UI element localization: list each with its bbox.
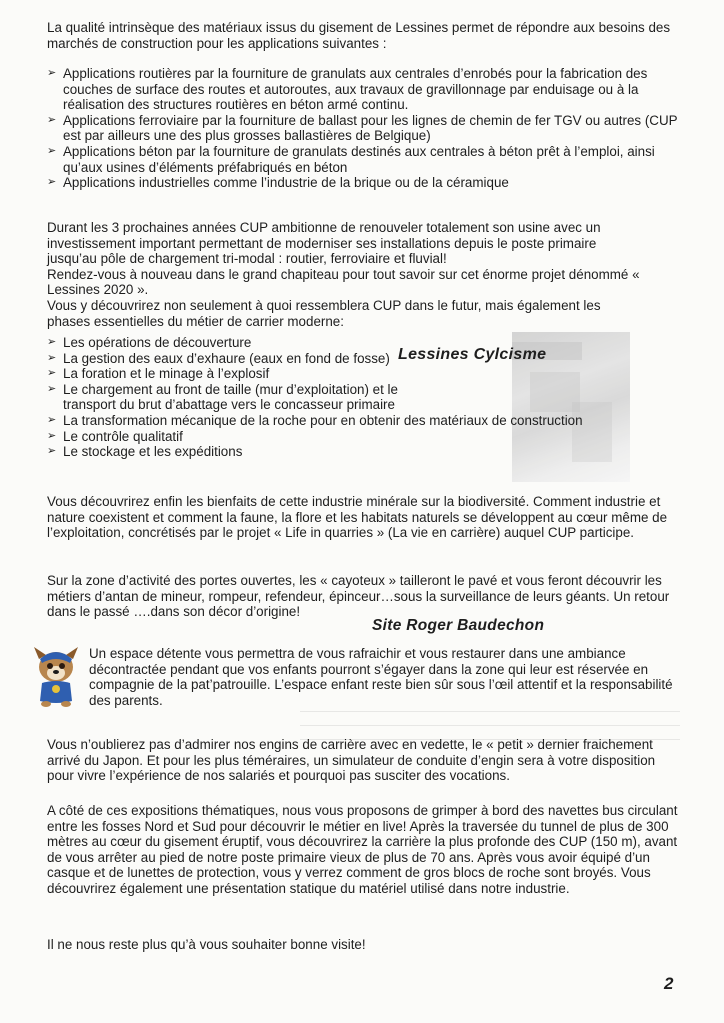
list-item: ➢ La transformation mécanique de la roche pour en obtenir des matériaux de construction	[47, 412, 583, 428]
relax-paragraph: Un espace détente vous permettra de vous rafraichir et vous restaurer dans une ambiance décontractée pendant que vos enfants pourront s’égayer dans la zone qui leur est réservée en compagnie de la pat’patrouille. L’espace enfant reste bien sûr sous l’œil attentif et la responsabilité des parents.	[89, 646, 673, 708]
arrow-bullet-icon: ➢	[47, 67, 57, 79]
arrow-bullet-icon: ➢	[47, 382, 57, 395]
page-number: 2	[664, 974, 674, 993]
overlay-caption-site: Site Roger Baudechon	[372, 617, 545, 634]
arrow-bullet-icon: ➢	[47, 413, 57, 426]
list-item: ➢ Les opérations de découverture	[47, 335, 252, 350]
list-item: ➢ Le chargement au front de taille (mur d’exploitation) et le transport du brut d’abattage vers le concasseur primaire	[47, 381, 398, 413]
arrow-bullet-icon: ➢	[47, 144, 57, 157]
arrow-bullet-icon: ➢	[47, 176, 57, 189]
biodiversity-paragraph: Vous découvrirez enfin les bienfaits de cette industrie minérale sur la biodiversité. Comment industrie et nature coexistent et comment la faune, la flore et les habitats naturels se développent au cœur même de l’exploitation, concrétisés par le projet « Life in quarries » (La vie en carrière) auquel CUP participe.	[47, 494, 668, 541]
list-item: ➢ Applications industrielles comme l’industrie de la brique ou de la céramique	[47, 175, 509, 191]
list-item: ➢ Applications routières par la fourniture de granulats aux centrales d’enrobés pour la fabrication des couches de surface des routes et autoroutes, aux travaux de gravillonnage par enduisage ou à la réalisation des structures routières en béton armé continu.	[47, 66, 648, 113]
list-item: ➢ Le stockage et les expéditions	[47, 444, 243, 460]
arrow-bullet-icon: ➢	[47, 113, 57, 126]
closing-line: Il ne nous reste plus qu’à vous souhaiter bonne visite!	[47, 937, 366, 952]
intro-paragraph: La qualité intrinsèque des matériaux issus du gisement de Lessines permet de répondre aux besoins des marchés de construction pour les applications suivantes :	[47, 20, 671, 51]
overlay-caption-cyclisme: Lessines Cylcisme	[398, 346, 547, 363]
arrow-bullet-icon: ➢	[47, 367, 57, 380]
list-item: ➢ Applications béton par la fourniture de granulats destinés aux centrales à béton prêt à l’emploi, ainsi qu’aux usines d’éléments préfabriqués en béton	[47, 143, 655, 175]
arrow-bullet-icon: ➢	[47, 429, 57, 442]
arrow-bullet-icon: ➢	[47, 336, 57, 348]
list-item: ➢ La foration et le minage à l’explosif	[47, 366, 270, 382]
list-item: ➢ La gestion des eaux d’exhaure (eaux en fond de fosse)	[47, 350, 390, 366]
project-text: Rendez-vous à nouveau dans le grand chapiteau pour tout savoir sur cet énorme projet dénommé « Lessines 2020 ».	[47, 266, 640, 298]
arrow-bullet-icon: ➢	[47, 351, 57, 364]
list-item: ➢ Applications ferroviaire par la fourniture de ballast pour les lignes de chemin de fer TGV ou autres (CUP est par ailleurs une des plus grosses ballastières de Belgique)	[47, 112, 678, 144]
cayoteux-paragraph: Sur la zone d’activité des portes ouvertes, les « cayoteux » tailleront le pavé et vous feront découvrir les métiers d’antan de mineur, rompeur, refendeur, épinceur…sous la surveillance de leurs géants. Un retour dans le passé ….dans son décor d’origine!	[47, 573, 670, 620]
engins-paragraph: Vous n’oublierez pas d’admirer nos engins de carrière avec en vedette, le « petit » dernier fraichement arrivé du Japon. Et pour les plus téméraires, un simulateur de conduite d’engin sera à votre disposition pour vivre l’expérience de nos salariés et pourquoi pas susciter des vocations.	[47, 737, 656, 784]
list-item: ➢ Le contrôle qualitatif	[47, 428, 183, 444]
applications-list	[47, 66, 687, 191]
navettes-paragraph: A côté de ces expositions thématiques, nous vous proposons de grimper à bord des navettes bus circulant entre les fosses Nord et Sud pour découvrir le métier en live! Après la traversée du tunnel de plus de 300 mètres au cœur du gisement éruptif, vous découvrirez la carrière la plus profonde des CUP (150 m), avant de vous arrêter au pied de notre poste primaire vieux de plus de 70 ans. Après vous avoir équipé d’un casque et de lunettes de protection, vous y verrez comment de gros blocs de roche sont broyés. Vous découvrirez également une présentation statique du matériel utilisé dans notre industrie.	[47, 803, 678, 896]
project-text: Vous y découvrirez non seulement à quoi ressemblera CUP dans le futur, mais également les phases essentielles du métier de carrier moderne:	[47, 297, 601, 329]
arrow-bullet-icon: ➢	[47, 445, 57, 458]
project-paragraph	[47, 220, 647, 329]
project-text: Durant les 3 prochaines années CUP ambitionne de renouveler totalement son usine avec un investissement important permettant de moderniser ses installations depuis le poste primaire jusqu’au pôle de chargement tri-modal : routier, ferroviaire et fluvial!	[47, 220, 601, 267]
paw-patrol-chase-icon	[30, 643, 82, 709]
